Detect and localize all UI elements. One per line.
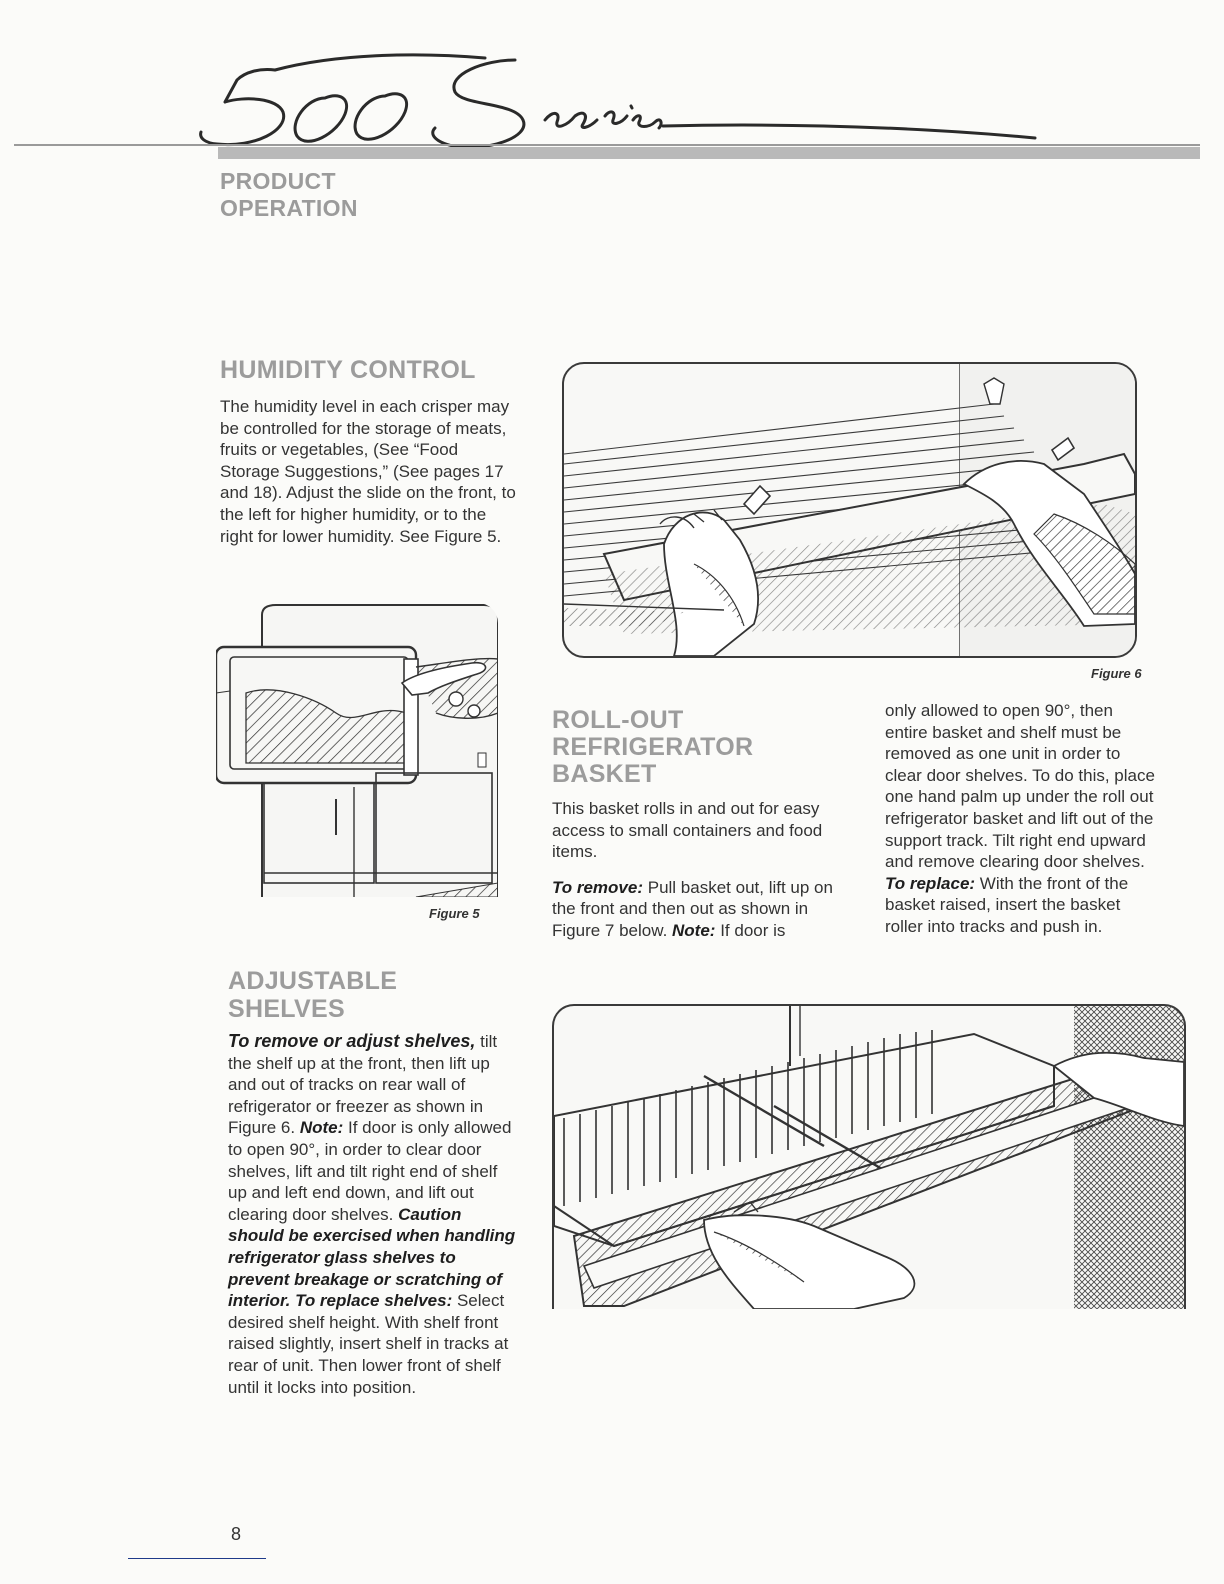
shelves-text3: Select desired shelf height. With shelf front raised slightly, insert shelf in tracks at rear of unit. Then lower front of shelf until it locks into position. xyxy=(228,1291,509,1397)
shelves-heading-line2: SHELVES xyxy=(228,995,345,1023)
replace-text: With the front of the basket raised, insert the basket roller into tracks and push in. xyxy=(885,873,1129,936)
shelves-text2: If door is only allowed to open 90°, in order to clear door shelves, lift and tilt right end of shelf up and left end down, and lift out clearing door shelves. xyxy=(228,1118,512,1224)
shelves-text1: tilt the shelf up at the front, then lift up and out of tracks on rear wall of refrigerator or freezer as shown in Figure 6. xyxy=(228,1032,498,1138)
shelves-note-label: Note: xyxy=(299,1118,344,1138)
rollout-remove xyxy=(552,877,848,942)
shelves-heading xyxy=(228,967,520,1023)
rollout-heading-line3: BASKET xyxy=(552,760,657,788)
section-label-line1: PRODUCT xyxy=(220,168,336,194)
rollout-section xyxy=(552,707,848,942)
shelves-body xyxy=(228,1031,520,1398)
shelves-heading-line1: ADJUSTABLE xyxy=(228,967,398,995)
rollout-note-text-b: only allowed to open 90°, then entire basket and shelf must be removed as one unit in order to clear door shelves. To do this, place one hand palm up under the roll out refrigerator basket and lift out of the support track. Tilt right end upward and remove clearing door shelves. xyxy=(885,701,1155,872)
rollout-heading xyxy=(552,707,848,788)
humidity-body: The humidity level in each crisper may be controlled for the storage of meats, fruits or vegetables, (See “Food Storage Suggestions,” (See pages 17 and 18). Adjust the slide on the front, to the left for higher humidity, or to the right for lower humidity. See Figure 5. xyxy=(220,397,516,546)
figure-6 xyxy=(562,362,1137,658)
shelves-section xyxy=(228,967,520,1398)
replace-label: To replace: xyxy=(885,873,976,893)
page-number: 8 xyxy=(231,1524,242,1544)
section-label-line2: OPERATION xyxy=(220,195,358,221)
header-rule xyxy=(14,144,1200,146)
rollout-intro: This basket rolls in and out for easy access to small containers and food items. xyxy=(552,799,823,862)
humidity-section xyxy=(220,356,520,547)
rollout-continued xyxy=(885,700,1157,938)
remove-text: Pull basket out, lift up on the front and then out as shown in Figure 7 below. xyxy=(552,877,833,940)
rollout-note-label: Note: xyxy=(672,920,716,940)
shelves-caution: Caution should be exercised when handling refrigerator glass shelves to prevent breakage or scratching of interior. To replace shelves: xyxy=(228,1204,516,1311)
shelves-lead: To remove or adjust shelves, xyxy=(228,1031,476,1051)
humidity-heading: HUMIDITY CONTROL xyxy=(220,356,476,384)
figure-5-caption: Figure 5 xyxy=(429,906,480,921)
header-bar xyxy=(218,147,1200,159)
rollout-note-text-a: If door is xyxy=(715,920,786,940)
bottom-link-line xyxy=(128,1558,266,1559)
figure-7 xyxy=(552,1004,1186,1309)
remove-label: To remove: xyxy=(552,877,644,897)
rollout-heading-line1: ROLL-OUT xyxy=(552,706,684,734)
figure-6-caption: Figure 6 xyxy=(1091,666,1142,681)
figure-5 xyxy=(216,603,498,897)
rollout-heading-line2: REFRIGERATOR xyxy=(552,733,754,761)
section-label xyxy=(220,168,358,222)
